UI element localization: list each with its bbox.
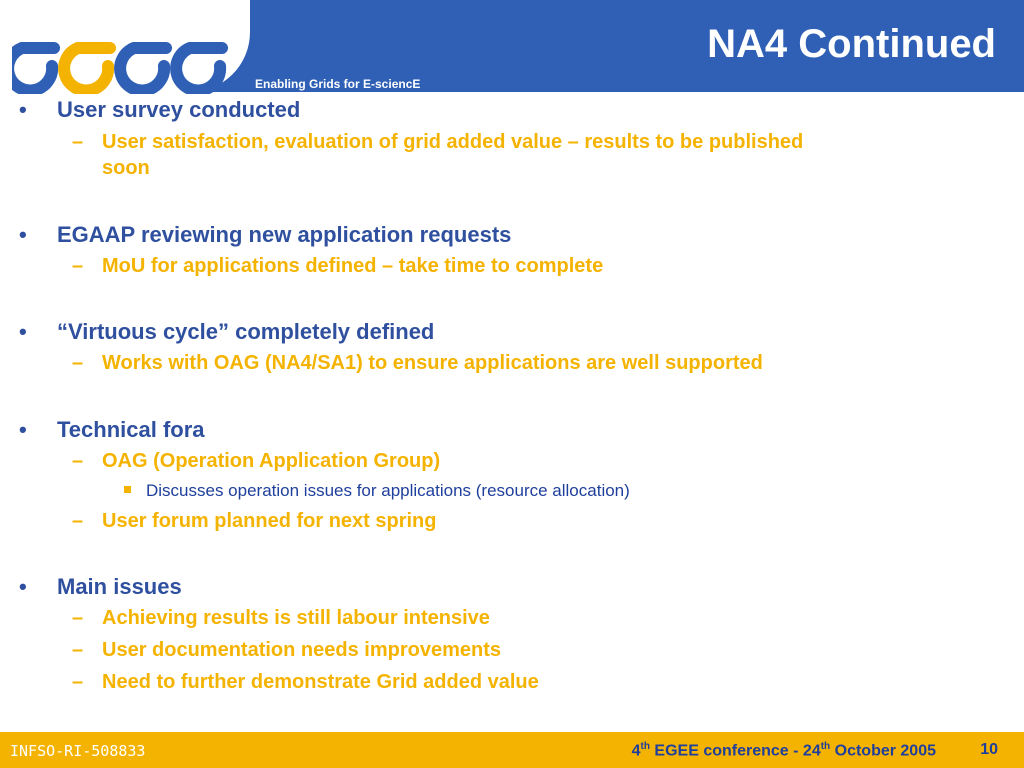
page-title: NA4 Continued <box>707 22 996 66</box>
sub-bullet-continuation <box>102 157 150 180</box>
sub-bullet-text: MoU for applications defined – take time to complete <box>102 255 604 277</box>
bullet-item <box>19 417 205 443</box>
sub-sub-bullet-text: Discusses operation issues for applications (resource allocation) <box>146 481 630 500</box>
date-ordinal-suffix: th <box>820 741 831 752</box>
dash-icon: – <box>72 255 84 277</box>
sub-bullet-text: Achieving results is still labour intensive <box>102 607 490 629</box>
tagline: Enabling Grids for E-sciencE <box>255 77 421 91</box>
project-id: INFSO-RI-508833 <box>10 742 146 760</box>
sub-bullet-item <box>72 607 490 630</box>
logo-panel <box>0 0 250 92</box>
bullet-text: EGAAP reviewing new application requests <box>57 222 512 247</box>
bullet-item <box>19 97 301 123</box>
sub-bullet-item <box>72 639 501 662</box>
header-band <box>0 0 1024 92</box>
dash-icon: – <box>72 450 84 472</box>
dash-icon: – <box>72 131 84 153</box>
conference-info <box>632 741 936 760</box>
bullet-list <box>0 92 1024 732</box>
footer-bar <box>0 732 1024 768</box>
sub-bullet-text: OAG (Operation Application Group) <box>102 450 441 472</box>
bullet-text: Main issues <box>57 574 182 599</box>
bullet-dot-icon: • <box>19 222 27 247</box>
sub-bullet-text: User documentation needs improvements <box>102 639 501 661</box>
bullet-dot-icon: • <box>19 97 27 122</box>
dash-icon: – <box>72 510 84 532</box>
dash-icon: – <box>72 352 84 374</box>
sub-bullet-item <box>72 450 441 473</box>
egee-logo <box>12 4 248 94</box>
dash-icon: – <box>72 639 84 661</box>
sub-sub-bullet-item <box>146 481 630 501</box>
sub-bullet-text: Need to further demonstrate Grid added value <box>102 671 539 693</box>
bullet-text: Technical fora <box>57 417 205 442</box>
square-bullet-icon <box>124 486 131 493</box>
sub-bullet-text: User satisfaction, evaluation of grid added value – results to be published <box>102 131 804 153</box>
date-text: October 2005 <box>830 742 936 760</box>
sub-bullet-item <box>72 255 604 278</box>
bullet-item <box>19 222 512 248</box>
bullet-dot-icon: • <box>19 417 27 442</box>
dash-icon: – <box>72 607 84 629</box>
sub-bullet-text: User forum planned for next spring <box>102 510 437 532</box>
page-number: 10 <box>980 741 998 758</box>
bullet-item <box>19 574 182 600</box>
bullet-text: “Virtuous cycle” completely defined <box>57 319 435 344</box>
sub-bullet-item <box>72 510 437 533</box>
sub-bullet-item <box>72 671 539 694</box>
sub-bullet-item <box>72 352 763 375</box>
sub-bullet-text: soon <box>102 157 150 179</box>
sub-bullet-text: Works with OAG (NA4/SA1) to ensure applications are well supported <box>102 352 763 374</box>
bullet-item <box>19 319 435 345</box>
conference-text: EGEE conference - 24 <box>649 742 821 760</box>
bullet-dot-icon: • <box>19 319 27 344</box>
sub-bullet-item <box>72 131 804 154</box>
bullet-text: User survey conducted <box>57 97 301 122</box>
conference-ordinal: 4 <box>631 742 641 760</box>
dash-icon: – <box>72 671 84 693</box>
conference-ordinal-suffix: th <box>640 741 650 752</box>
bullet-dot-icon: • <box>19 574 27 599</box>
